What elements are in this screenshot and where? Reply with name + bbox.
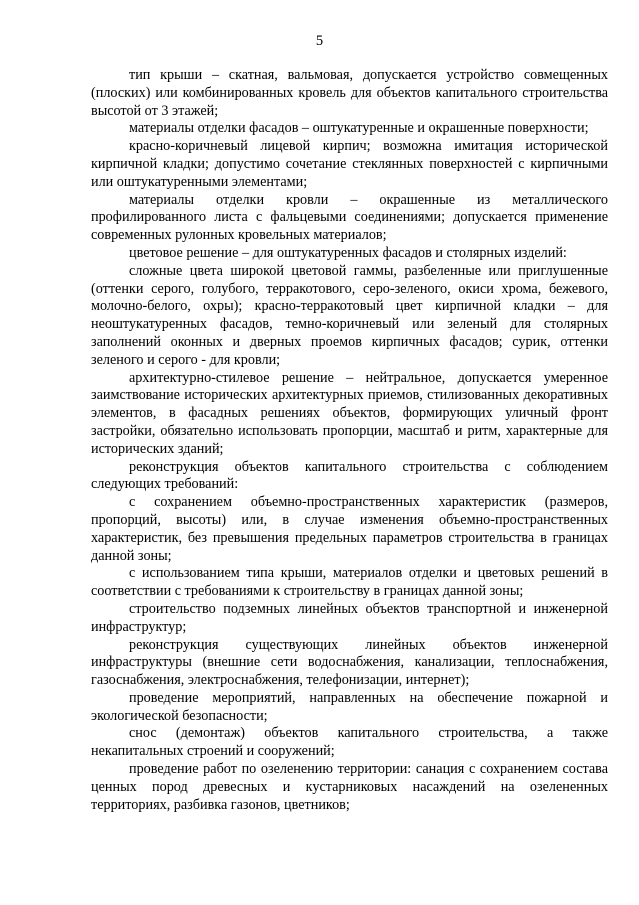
- document-body: [91, 67, 608, 814]
- paragraph-underground-construction: строительство подземных линейных объектов транспортной и инженерной инфраструктур;: [91, 600, 608, 635]
- paragraph-color-solution: цветовое решение – для оштукатуренных фасадов и столярных изделий:: [129, 244, 567, 261]
- paragraph-facade-materials: материалы отделки фасадов – оштукатуренные и окрашенные поверхности;: [129, 120, 589, 137]
- paragraph-roof-materials: материалы отделки кровли – окрашенные из металлического профилированного листа с фальцевыми соединениями; допускается применение современных рулонных кровельных материалов;: [91, 191, 608, 244]
- paragraph-landscaping: проведение работ по озеленению территории: санация с сохранением состава ценных пород древесных и кустарниковых насаждений на озелененных территориях, разбивка газонов, цветников;: [91, 761, 608, 813]
- paragraph-safety-measures: проведение мероприятий, направленных на обеспечение пожарной и экологической безопасности;: [91, 689, 608, 724]
- page-number: 5: [315, 33, 324, 49]
- paragraph-utilities-reconstruction: реконструкция существующих линейных объектов инженерной инфраструктуры (внешние сети водоснабжения, канализации, теплоснабжения, газоснабжения, электроснабжения, телефонизации, интернет);: [91, 636, 608, 689]
- paragraph-roof-type: тип крыши – скатная, вальмовая, допускается устройство совмещенных (плоских) или комбинированных кровель для объектов капитального строительства высотой от 3 этажей;: [91, 67, 608, 119]
- paragraph-brick: красно-коричневый лицевой кирпич; возможна имитация исторической кирпичной кладки; допустимо сочетание стеклянных поверхностей с кирпичными или оштукатуренными элементами;: [91, 138, 608, 190]
- paragraph-reconstruction: реконструкция объектов капитального строительства с соблюдением следующих требований:: [91, 458, 608, 493]
- paragraph-color-palette: сложные цвета широкой цветовой гаммы, разбеленные или приглушенные (оттенки серого, голубого, терракотового, серо-зеленого, окиси хрома, бежевого, молочно-белого, охры); красно-терракотовый цвет кирпичной кладки – для неоштукатуренных фасадов, темно-коричневый или зеленый для столярных заполнений оконных и дверных проемов кирпичных фасадов; сурик, оттенки зеленого и серого - для кровли;: [91, 262, 608, 368]
- paragraph-demolition: снос (демонтаж) объектов капитального строительства, а также некапитальных строений и сооружений;: [91, 725, 608, 760]
- paragraph-volume-preservation: с сохранением объемно-пространственных характеристик (размеров, пропорций, высоты) или, в случае изменения объемно-пространственных характеристик, без превышения предельных параметров строительства в границах данной зоны;: [91, 494, 608, 564]
- paragraph-architectural-style: архитектурно-стилевое решение – нейтральное, допускается умеренное заимствование исторических архитектурных приемов, стилизованных декоративных элементов, в фасадных решениях объектов, формирующих уличный фронт застройки, обязательно использовать пропорции, масштаб и ритм, характерные для исторических зданий;: [91, 369, 608, 457]
- paragraph-roof-and-finish: с использованием типа крыши, материалов отделки и цветовых решений в соответствии с требованиями к строительству в границах данной зоны;: [91, 565, 608, 600]
